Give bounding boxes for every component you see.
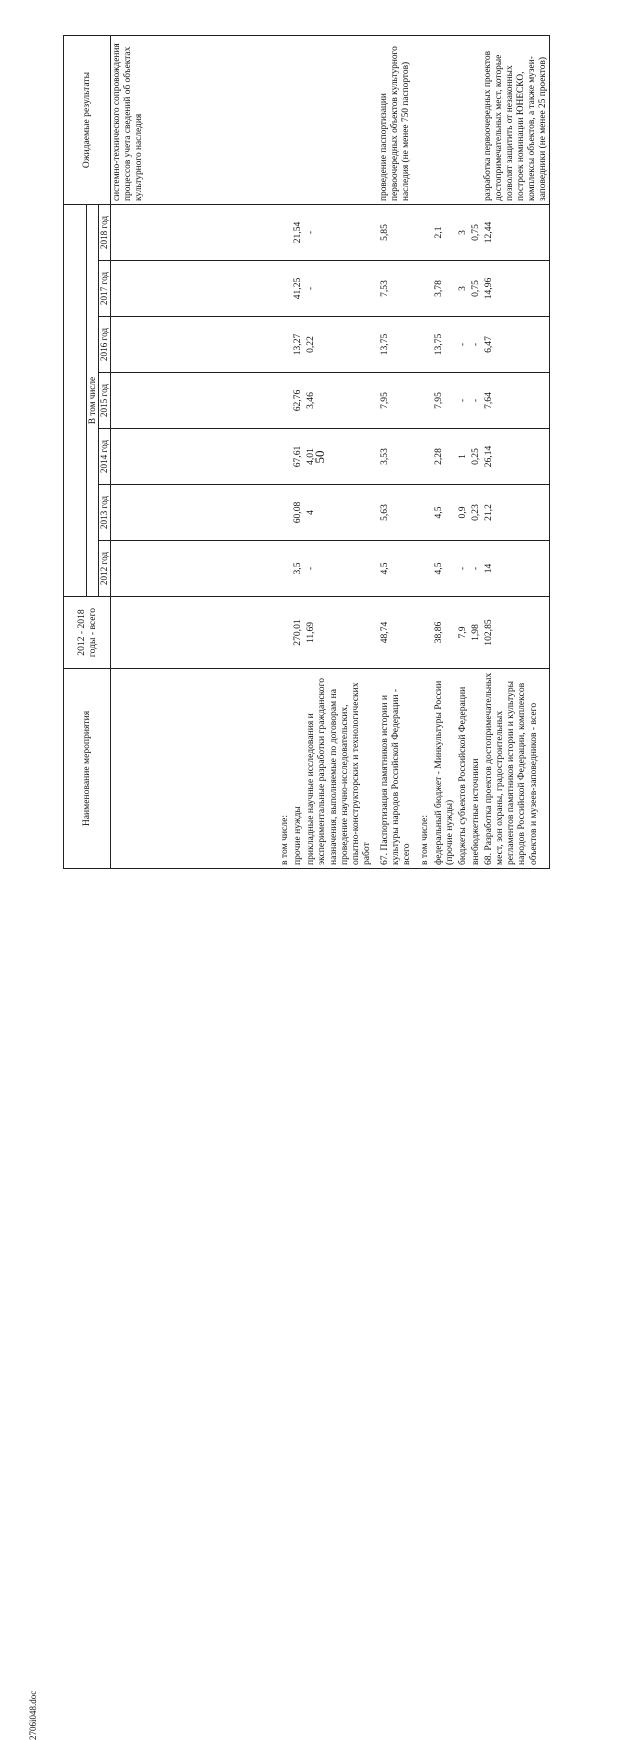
cell-year-value: - xyxy=(469,373,482,429)
cell-expected-result xyxy=(273,36,291,205)
header-results: Ожидаемые результаты xyxy=(64,36,111,205)
cell-year-value: 1 xyxy=(456,429,469,485)
cell-year-value xyxy=(273,541,291,597)
cell-year-value: 60,08 xyxy=(291,485,304,541)
table-row xyxy=(413,36,431,869)
cell-activity-name: прочие нужды xyxy=(291,669,304,869)
cell-year-value xyxy=(111,373,274,429)
table-rotated-container xyxy=(63,36,573,869)
cell-year-value xyxy=(413,373,431,429)
program-table xyxy=(63,35,550,869)
cell-year-value: 14,96 xyxy=(482,261,550,317)
cell-year-value xyxy=(111,429,274,485)
cell-activity-name: в том числе: xyxy=(273,669,291,869)
cell-year-value: 21,2 xyxy=(482,485,550,541)
header-incl: В том числе xyxy=(87,205,99,597)
cell-year-value: 26,14 xyxy=(482,429,550,485)
cell-total: 48,74 xyxy=(373,597,413,669)
cell-total xyxy=(111,597,274,669)
cell-year-value: 0,75 xyxy=(469,261,482,317)
cell-year-value: 3,78 xyxy=(432,261,456,317)
cell-activity-name: 68. Разработка проектов достопримечательных мест, зон охраны, градостроительных регламентов памятников истории и культуры народов Российской Федерации, комплексов объектов и музеев-заповедников - всего xyxy=(482,669,550,869)
cell-year-value: 21,54 xyxy=(291,205,304,261)
header-year: 2018 год xyxy=(99,205,111,261)
cell-year-value: - xyxy=(456,373,469,429)
cell-year-value: 0,23 xyxy=(469,485,482,541)
cell-expected-result xyxy=(469,36,482,205)
cell-activity-name: прикладные научные исследования и экспериментальные разработки гражданского назначения, выполняемые по договорам на проведение научно-исследовательских, опытно-конструкторских и технологических работ xyxy=(304,669,373,869)
table-frame xyxy=(63,36,573,869)
cell-year-value xyxy=(413,429,431,485)
cell-year-value: 13,27 xyxy=(291,317,304,373)
cell-year-value: 12,44 xyxy=(482,205,550,261)
header-year: 2016 год xyxy=(99,317,111,373)
cell-year-value xyxy=(111,205,274,261)
header-year: 2017 год xyxy=(99,261,111,317)
cell-activity-name: бюджеты субъектов Российской Федерации xyxy=(456,669,469,869)
cell-year-value: - xyxy=(304,261,373,317)
header-year: 2015 год xyxy=(99,373,111,429)
table-body xyxy=(111,36,550,869)
page-number: 50 xyxy=(312,450,327,464)
table-row xyxy=(432,36,456,869)
cell-year-value: 0,75 xyxy=(469,205,482,261)
cell-year-value: 62,76 xyxy=(291,373,304,429)
header-year: 2013 год xyxy=(99,485,111,541)
cell-year-value xyxy=(273,317,291,373)
cell-expected-result xyxy=(413,36,431,205)
cell-total: 1,98 xyxy=(469,597,482,669)
cell-year-value: - xyxy=(456,541,469,597)
cell-year-value: 0,25 xyxy=(469,429,482,485)
cell-year-value: 0,22 xyxy=(304,317,373,373)
cell-year-value: - xyxy=(469,541,482,597)
cell-expected-result xyxy=(432,36,456,205)
table-row xyxy=(482,36,550,869)
cell-year-value: 3 xyxy=(456,261,469,317)
doc-id-wrap xyxy=(22,876,38,1740)
cell-year-value xyxy=(273,205,291,261)
cell-year-value: 7,95 xyxy=(373,373,413,429)
cell-year-value xyxy=(111,541,274,597)
cell-year-value: 41,25 xyxy=(291,261,304,317)
cell-year-value: 0,9 xyxy=(456,485,469,541)
cell-year-value xyxy=(413,261,431,317)
cell-year-value xyxy=(273,261,291,317)
cell-year-value: 13,75 xyxy=(373,317,413,373)
cell-year-value: - xyxy=(456,317,469,373)
doc-id: 2706i048.doc xyxy=(28,1690,38,1740)
cell-year-value xyxy=(413,317,431,373)
cell-year-value xyxy=(413,541,431,597)
cell-year-value xyxy=(273,373,291,429)
table-row xyxy=(304,36,373,869)
table-row xyxy=(469,36,482,869)
cell-year-value xyxy=(273,485,291,541)
cell-year-value: 6,47 xyxy=(482,317,550,373)
cell-year-value: 5,85 xyxy=(373,205,413,261)
table-row xyxy=(273,36,291,869)
cell-total xyxy=(413,597,431,669)
cell-year-value: 2,28 xyxy=(432,429,456,485)
table-row xyxy=(373,36,413,869)
cell-year-value: 2,1 xyxy=(432,205,456,261)
cell-total: 7,9 xyxy=(456,597,469,669)
cell-year-value: 67,61 xyxy=(291,429,304,485)
cell-year-value: 7,53 xyxy=(373,261,413,317)
cell-expected-result: системно-технического сопровождения процессов учета сведений об объектах культурного наследия xyxy=(111,36,274,205)
header-year: 2012 год xyxy=(99,541,111,597)
cell-total xyxy=(273,597,291,669)
header-total: 2012 - 2018 годы - всего xyxy=(64,597,111,669)
cell-year-value: - xyxy=(469,317,482,373)
header-name: Наименование мероприятия xyxy=(64,669,111,869)
table-row xyxy=(456,36,469,869)
cell-year-value: 3,53 xyxy=(373,429,413,485)
cell-year-value xyxy=(413,205,431,261)
cell-year-value: 4,5 xyxy=(432,541,456,597)
cell-year-value xyxy=(111,261,274,317)
cell-total: 102,85 xyxy=(482,597,550,669)
cell-year-value: 13,75 xyxy=(432,317,456,373)
cell-year-value: 14 xyxy=(482,541,550,597)
table-row xyxy=(291,36,304,869)
cell-activity-name: в том числе: xyxy=(413,669,431,869)
cell-year-value: 3,46 xyxy=(304,373,373,429)
header-year: 2014 год xyxy=(99,429,111,485)
cell-year-value: 4,5 xyxy=(373,541,413,597)
cell-year-value: 4,5 xyxy=(432,485,456,541)
cell-total: 38,86 xyxy=(432,597,456,669)
cell-year-value xyxy=(111,485,274,541)
cell-year-value xyxy=(111,317,274,373)
cell-expected-result xyxy=(291,36,304,205)
cell-expected-result xyxy=(304,36,373,205)
cell-year-value xyxy=(273,429,291,485)
header-spacer xyxy=(64,205,87,597)
cell-expected-result xyxy=(456,36,469,205)
cell-total: 270,01 xyxy=(291,597,304,669)
table-row xyxy=(111,36,274,869)
cell-year-value: 3 xyxy=(456,205,469,261)
cell-year-value: 4,01 xyxy=(304,429,373,485)
cell-year-value: 3,5 xyxy=(291,541,304,597)
cell-year-value: 7,95 xyxy=(432,373,456,429)
cell-expected-result: разработка первоочередных проектов достопримечательных мест, которые позволят защитить от незаконных построек номинации ЮНЕСКО, комплексы объектов, а также музеи-заповедники (не менее 25 проектов) xyxy=(482,36,550,205)
cell-year-value: 7,64 xyxy=(482,373,550,429)
cell-expected-result: проведение паспортизации первоочередных объектов культурного наследия (не менее 750 паспортов) xyxy=(373,36,413,205)
cell-year-value: - xyxy=(304,541,373,597)
cell-year-value: 5,63 xyxy=(373,485,413,541)
cell-activity-name: федеральный бюджет - Минкультуры России (прочие нужды) xyxy=(432,669,456,869)
cell-total: 11,69 xyxy=(304,597,373,669)
cell-year-value xyxy=(413,485,431,541)
cell-year-value: - xyxy=(304,205,373,261)
cell-activity-name: внебюджетные источники xyxy=(469,669,482,869)
cell-activity-name xyxy=(111,669,274,869)
cell-activity-name: 67. Паспортизация памятников истории и культуры народов Российской Федерации - всего xyxy=(373,669,413,869)
cell-year-value: 4 xyxy=(304,485,373,541)
